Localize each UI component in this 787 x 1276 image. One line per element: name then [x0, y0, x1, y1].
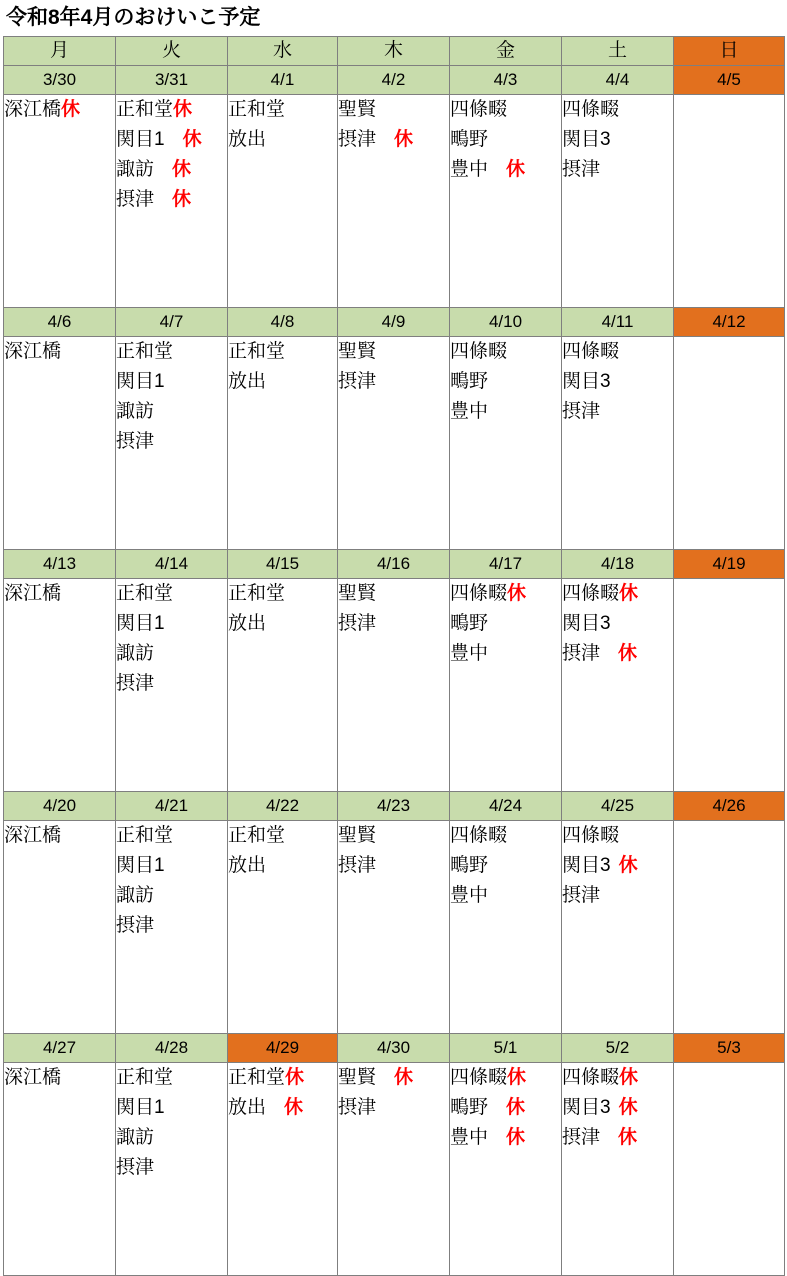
class-location: 放出: [228, 1097, 267, 1118]
date-cell[interactable]: 4/26: [674, 792, 785, 821]
class-location: 正和堂: [116, 341, 174, 362]
rest-badge: 休: [172, 189, 192, 210]
class-location: 放出: [228, 371, 267, 392]
class-entry: [450, 95, 561, 125]
class-location: 聖賢: [338, 341, 377, 362]
class-location: 摂津: [338, 1097, 377, 1118]
class-location: 深江橋: [4, 825, 62, 846]
date-cell[interactable]: 4/15: [228, 550, 338, 579]
class-entry: [228, 579, 337, 609]
day-cell[interactable]: [228, 821, 338, 1034]
class-entry: [450, 639, 561, 669]
class-entry: [450, 155, 561, 185]
class-location: 諏訪: [116, 401, 155, 422]
week-body-row: [4, 95, 785, 308]
class-location: 摂津: [116, 673, 155, 694]
rest-badge: 休: [172, 159, 192, 180]
class-entry: [338, 821, 449, 851]
class-entry: [116, 1093, 227, 1123]
class-location: 摂津: [338, 613, 377, 634]
class-entry: [228, 851, 337, 881]
day-cell[interactable]: [674, 579, 785, 792]
weekday-header-0: 月: [4, 37, 116, 66]
class-location: 正和堂: [228, 825, 286, 846]
class-entry: [450, 579, 561, 609]
weekday-header-1: 火: [116, 37, 228, 66]
class-location: 関目1: [116, 855, 165, 876]
class-entry: [228, 1093, 337, 1123]
date-cell[interactable]: 4/6: [4, 308, 116, 337]
class-location: 正和堂: [228, 341, 286, 362]
class-location: 四條畷: [450, 1067, 508, 1088]
class-entry: [116, 397, 227, 427]
class-location: 摂津: [562, 885, 601, 906]
class-location: 摂津: [338, 129, 377, 150]
day-cell[interactable]: [4, 1063, 116, 1276]
week-body-row: [4, 1063, 785, 1276]
date-cell[interactable]: 4/12: [674, 308, 785, 337]
class-entry: [228, 821, 337, 851]
class-entry: [562, 881, 673, 911]
class-location: 豊中: [450, 401, 489, 422]
class-location: 正和堂: [228, 1067, 286, 1088]
class-location: 深江橋: [4, 341, 62, 362]
day-cell[interactable]: [338, 579, 450, 792]
day-cell[interactable]: [338, 95, 450, 308]
class-location: 関目3: [562, 855, 611, 876]
weekday-header-6: 日: [674, 37, 785, 66]
class-entry: [562, 851, 673, 881]
class-location: 摂津: [116, 915, 155, 936]
class-entry: [450, 881, 561, 911]
date-row: [4, 550, 785, 579]
class-entry: [116, 427, 227, 457]
class-location: 放出: [228, 855, 267, 876]
day-cell[interactable]: [116, 337, 228, 550]
class-location: 豊中: [450, 1127, 489, 1148]
date-cell[interactable]: 4/11: [562, 308, 674, 337]
class-location: 諏訪: [116, 159, 155, 180]
class-entry: [562, 125, 673, 155]
class-entry: [450, 1063, 561, 1093]
day-cell[interactable]: [562, 1063, 674, 1276]
class-entry: [450, 337, 561, 367]
class-entry: [228, 337, 337, 367]
class-location: 鴫野: [450, 371, 489, 392]
date-cell[interactable]: 4/10: [450, 308, 562, 337]
date-row: [4, 66, 785, 95]
rest-badge: 休: [507, 583, 527, 604]
date-cell[interactable]: 4/4: [562, 66, 674, 95]
class-entry: [450, 397, 561, 427]
class-location: 正和堂: [116, 583, 174, 604]
rest-badge: 休: [394, 129, 414, 150]
rest-badge: 休: [285, 1067, 305, 1088]
class-location: 聖賢: [338, 825, 377, 846]
class-entry: [562, 639, 673, 669]
weekday-header-2: 水: [228, 37, 338, 66]
date-cell[interactable]: 4/18: [562, 550, 674, 579]
day-cell[interactable]: [228, 337, 338, 550]
class-entry: [116, 821, 227, 851]
rest-badge: 休: [507, 1067, 527, 1088]
week-body-row: [4, 821, 785, 1034]
date-cell[interactable]: 4/27: [4, 1034, 116, 1063]
class-entry: [4, 95, 115, 125]
class-entry: [228, 95, 337, 125]
class-location: 関目1: [116, 371, 165, 392]
rest-badge: 休: [618, 1127, 638, 1148]
class-entry: [450, 125, 561, 155]
class-entry: [116, 125, 227, 155]
class-location: 四條畷: [450, 825, 508, 846]
class-location: 摂津: [116, 1157, 155, 1178]
class-entry: [116, 1153, 227, 1183]
date-cell[interactable]: 4/9: [338, 308, 450, 337]
class-entry: [4, 1063, 115, 1093]
class-location: 関目3: [562, 1097, 611, 1118]
class-entry: [338, 851, 449, 881]
class-entry: [450, 851, 561, 881]
date-row: [4, 308, 785, 337]
class-entry: [450, 1093, 561, 1123]
day-cell[interactable]: [4, 821, 116, 1034]
day-cell[interactable]: [116, 579, 228, 792]
class-entry: [562, 337, 673, 367]
day-cell[interactable]: [4, 95, 116, 308]
class-location: 四條畷: [562, 583, 620, 604]
class-entry: [450, 1123, 561, 1153]
day-cell[interactable]: [562, 337, 674, 550]
date-cell[interactable]: 4/1: [228, 66, 338, 95]
day-cell[interactable]: [562, 95, 674, 308]
class-entry: [338, 95, 449, 125]
rest-badge: 休: [618, 855, 638, 876]
rest-badge: 休: [284, 1097, 304, 1118]
date-cell[interactable]: 4/8: [228, 308, 338, 337]
weekday-header-row: [4, 37, 785, 66]
class-entry: [338, 367, 449, 397]
class-location: 関目1: [116, 613, 165, 634]
day-cell[interactable]: [562, 579, 674, 792]
day-cell[interactable]: [450, 95, 562, 308]
class-location: 正和堂: [116, 1067, 174, 1088]
class-entry: [562, 155, 673, 185]
date-cell[interactable]: 4/28: [116, 1034, 228, 1063]
class-entry: [116, 1123, 227, 1153]
date-cell[interactable]: 4/25: [562, 792, 674, 821]
class-entry: [562, 1093, 673, 1123]
day-cell[interactable]: [338, 337, 450, 550]
class-location: 深江橋: [4, 583, 62, 604]
rest-badge: 休: [506, 159, 526, 180]
date-cell[interactable]: 4/19: [674, 550, 785, 579]
class-entry: [116, 881, 227, 911]
class-entry: [338, 125, 449, 155]
class-location: 摂津: [116, 189, 155, 210]
class-location: 豊中: [450, 885, 489, 906]
class-entry: [450, 367, 561, 397]
class-entry: [562, 821, 673, 851]
class-entry: [4, 579, 115, 609]
class-location: 聖賢: [338, 99, 377, 120]
week-body-row: [4, 337, 785, 550]
class-entry: [562, 1063, 673, 1093]
schedule-calendar: [3, 36, 785, 1276]
class-entry: [116, 851, 227, 881]
class-location: 正和堂: [228, 99, 286, 120]
date-cell[interactable]: 4/14: [116, 550, 228, 579]
class-entry: [338, 337, 449, 367]
class-entry: [562, 579, 673, 609]
class-entry: [338, 579, 449, 609]
class-location: 四條畷: [450, 341, 508, 362]
day-cell[interactable]: [228, 1063, 338, 1276]
day-cell[interactable]: [450, 579, 562, 792]
class-entry: [228, 367, 337, 397]
day-cell[interactable]: [674, 821, 785, 1034]
class-location: 放出: [228, 129, 267, 150]
class-location: 四條畷: [562, 341, 620, 362]
class-entry: [116, 609, 227, 639]
date-row: [4, 792, 785, 821]
class-location: 放出: [228, 613, 267, 634]
rest-badge: 休: [619, 1067, 639, 1088]
rest-badge: 休: [173, 99, 193, 120]
rest-badge: 休: [618, 643, 638, 664]
rest-badge: 休: [182, 129, 202, 150]
class-location: 聖賢: [338, 583, 377, 604]
day-cell[interactable]: [338, 1063, 450, 1276]
class-location: 諏訪: [116, 643, 155, 664]
class-entry: [116, 911, 227, 941]
class-location: 関目3: [562, 613, 611, 634]
class-entry: [228, 125, 337, 155]
class-location: 摂津: [562, 1127, 601, 1148]
class-location: 四條畷: [562, 99, 620, 120]
day-cell[interactable]: [674, 337, 785, 550]
class-location: 鴫野: [450, 1097, 489, 1118]
class-location: 正和堂: [116, 99, 174, 120]
class-entry: [116, 337, 227, 367]
weekday-header-5: 土: [562, 37, 674, 66]
class-location: 鴫野: [450, 129, 489, 150]
rest-badge: 休: [61, 99, 81, 120]
class-entry: [116, 185, 227, 215]
class-location: 深江橋: [4, 1067, 62, 1088]
class-entry: [562, 367, 673, 397]
date-cell[interactable]: 4/2: [338, 66, 450, 95]
class-entry: [450, 821, 561, 851]
class-entry: [562, 609, 673, 639]
class-location: 摂津: [562, 643, 601, 664]
date-cell[interactable]: 3/31: [116, 66, 228, 95]
day-cell[interactable]: [450, 1063, 562, 1276]
class-entry: [228, 1063, 337, 1093]
day-cell[interactable]: [228, 579, 338, 792]
class-location: 四條畷: [562, 1067, 620, 1088]
date-cell[interactable]: 4/29: [228, 1034, 338, 1063]
day-cell[interactable]: [450, 821, 562, 1034]
rest-badge: 休: [394, 1067, 414, 1088]
class-entry: [338, 609, 449, 639]
class-location: 聖賢: [338, 1067, 377, 1088]
date-cell[interactable]: 4/24: [450, 792, 562, 821]
rest-badge: 休: [619, 583, 639, 604]
class-location: 正和堂: [228, 583, 286, 604]
date-cell[interactable]: 4/21: [116, 792, 228, 821]
date-row: [4, 1034, 785, 1063]
weekday-header-4: 金: [450, 37, 562, 66]
date-cell[interactable]: 5/3: [674, 1034, 785, 1063]
class-location: 摂津: [338, 855, 377, 876]
class-entry: [116, 155, 227, 185]
day-cell[interactable]: [674, 95, 785, 308]
class-location: 関目1: [116, 1097, 165, 1118]
class-location: 摂津: [338, 371, 377, 392]
date-cell[interactable]: 4/17: [450, 550, 562, 579]
day-cell[interactable]: [228, 95, 338, 308]
class-location: 豊中: [450, 159, 489, 180]
class-entry: [116, 367, 227, 397]
date-cell[interactable]: 4/23: [338, 792, 450, 821]
class-entry: [116, 639, 227, 669]
class-entry: [4, 821, 115, 851]
class-entry: [562, 95, 673, 125]
class-location: 四條畷: [450, 99, 508, 120]
day-cell[interactable]: [562, 821, 674, 1034]
class-location: 鴫野: [450, 855, 489, 876]
rest-badge: 休: [506, 1097, 526, 1118]
day-cell[interactable]: [116, 1063, 228, 1276]
class-location: 鴫野: [450, 613, 489, 634]
class-entry: [338, 1063, 449, 1093]
weekday-header-3: 木: [338, 37, 450, 66]
class-entry: [116, 669, 227, 699]
class-location: 摂津: [562, 159, 601, 180]
page-title: 令和8年4月のおけいこ予定: [6, 6, 261, 29]
class-location: 関目3: [562, 371, 611, 392]
date-cell[interactable]: 4/7: [116, 308, 228, 337]
class-entry: [562, 1123, 673, 1153]
class-entry: [116, 1063, 227, 1093]
class-location: 深江橋: [4, 99, 62, 120]
day-cell[interactable]: [4, 579, 116, 792]
date-cell[interactable]: 4/13: [4, 550, 116, 579]
class-entry: [450, 609, 561, 639]
class-entry: [4, 337, 115, 367]
class-location: 摂津: [116, 431, 155, 452]
date-cell[interactable]: 4/30: [338, 1034, 450, 1063]
class-location: 諏訪: [116, 885, 155, 906]
class-location: 関目3: [562, 129, 611, 150]
date-cell[interactable]: 4/3: [450, 66, 562, 95]
rest-badge: 休: [506, 1127, 526, 1148]
class-entry: [116, 95, 227, 125]
class-location: 摂津: [562, 401, 601, 422]
day-cell[interactable]: [4, 337, 116, 550]
class-location: 関目1: [116, 129, 165, 150]
class-location: 諏訪: [116, 1127, 155, 1148]
class-entry: [338, 1093, 449, 1123]
class-entry: [562, 397, 673, 427]
class-entry: [116, 579, 227, 609]
date-cell[interactable]: 5/2: [562, 1034, 674, 1063]
date-cell[interactable]: 4/22: [228, 792, 338, 821]
class-entry: [228, 609, 337, 639]
day-cell[interactable]: [450, 337, 562, 550]
class-location: 正和堂: [116, 825, 174, 846]
date-cell[interactable]: 5/1: [450, 1034, 562, 1063]
day-cell[interactable]: [116, 95, 228, 308]
class-location: 四條畷: [450, 583, 508, 604]
class-location: 四條畷: [562, 825, 620, 846]
date-cell[interactable]: 4/5: [674, 66, 785, 95]
day-cell[interactable]: [674, 1063, 785, 1276]
day-cell[interactable]: [338, 821, 450, 1034]
date-cell[interactable]: 3/30: [4, 66, 116, 95]
rest-badge: 休: [618, 1097, 638, 1118]
class-location: 豊中: [450, 643, 489, 664]
date-cell[interactable]: 4/16: [338, 550, 450, 579]
week-body-row: [4, 579, 785, 792]
day-cell[interactable]: [116, 821, 228, 1034]
date-cell[interactable]: 4/20: [4, 792, 116, 821]
